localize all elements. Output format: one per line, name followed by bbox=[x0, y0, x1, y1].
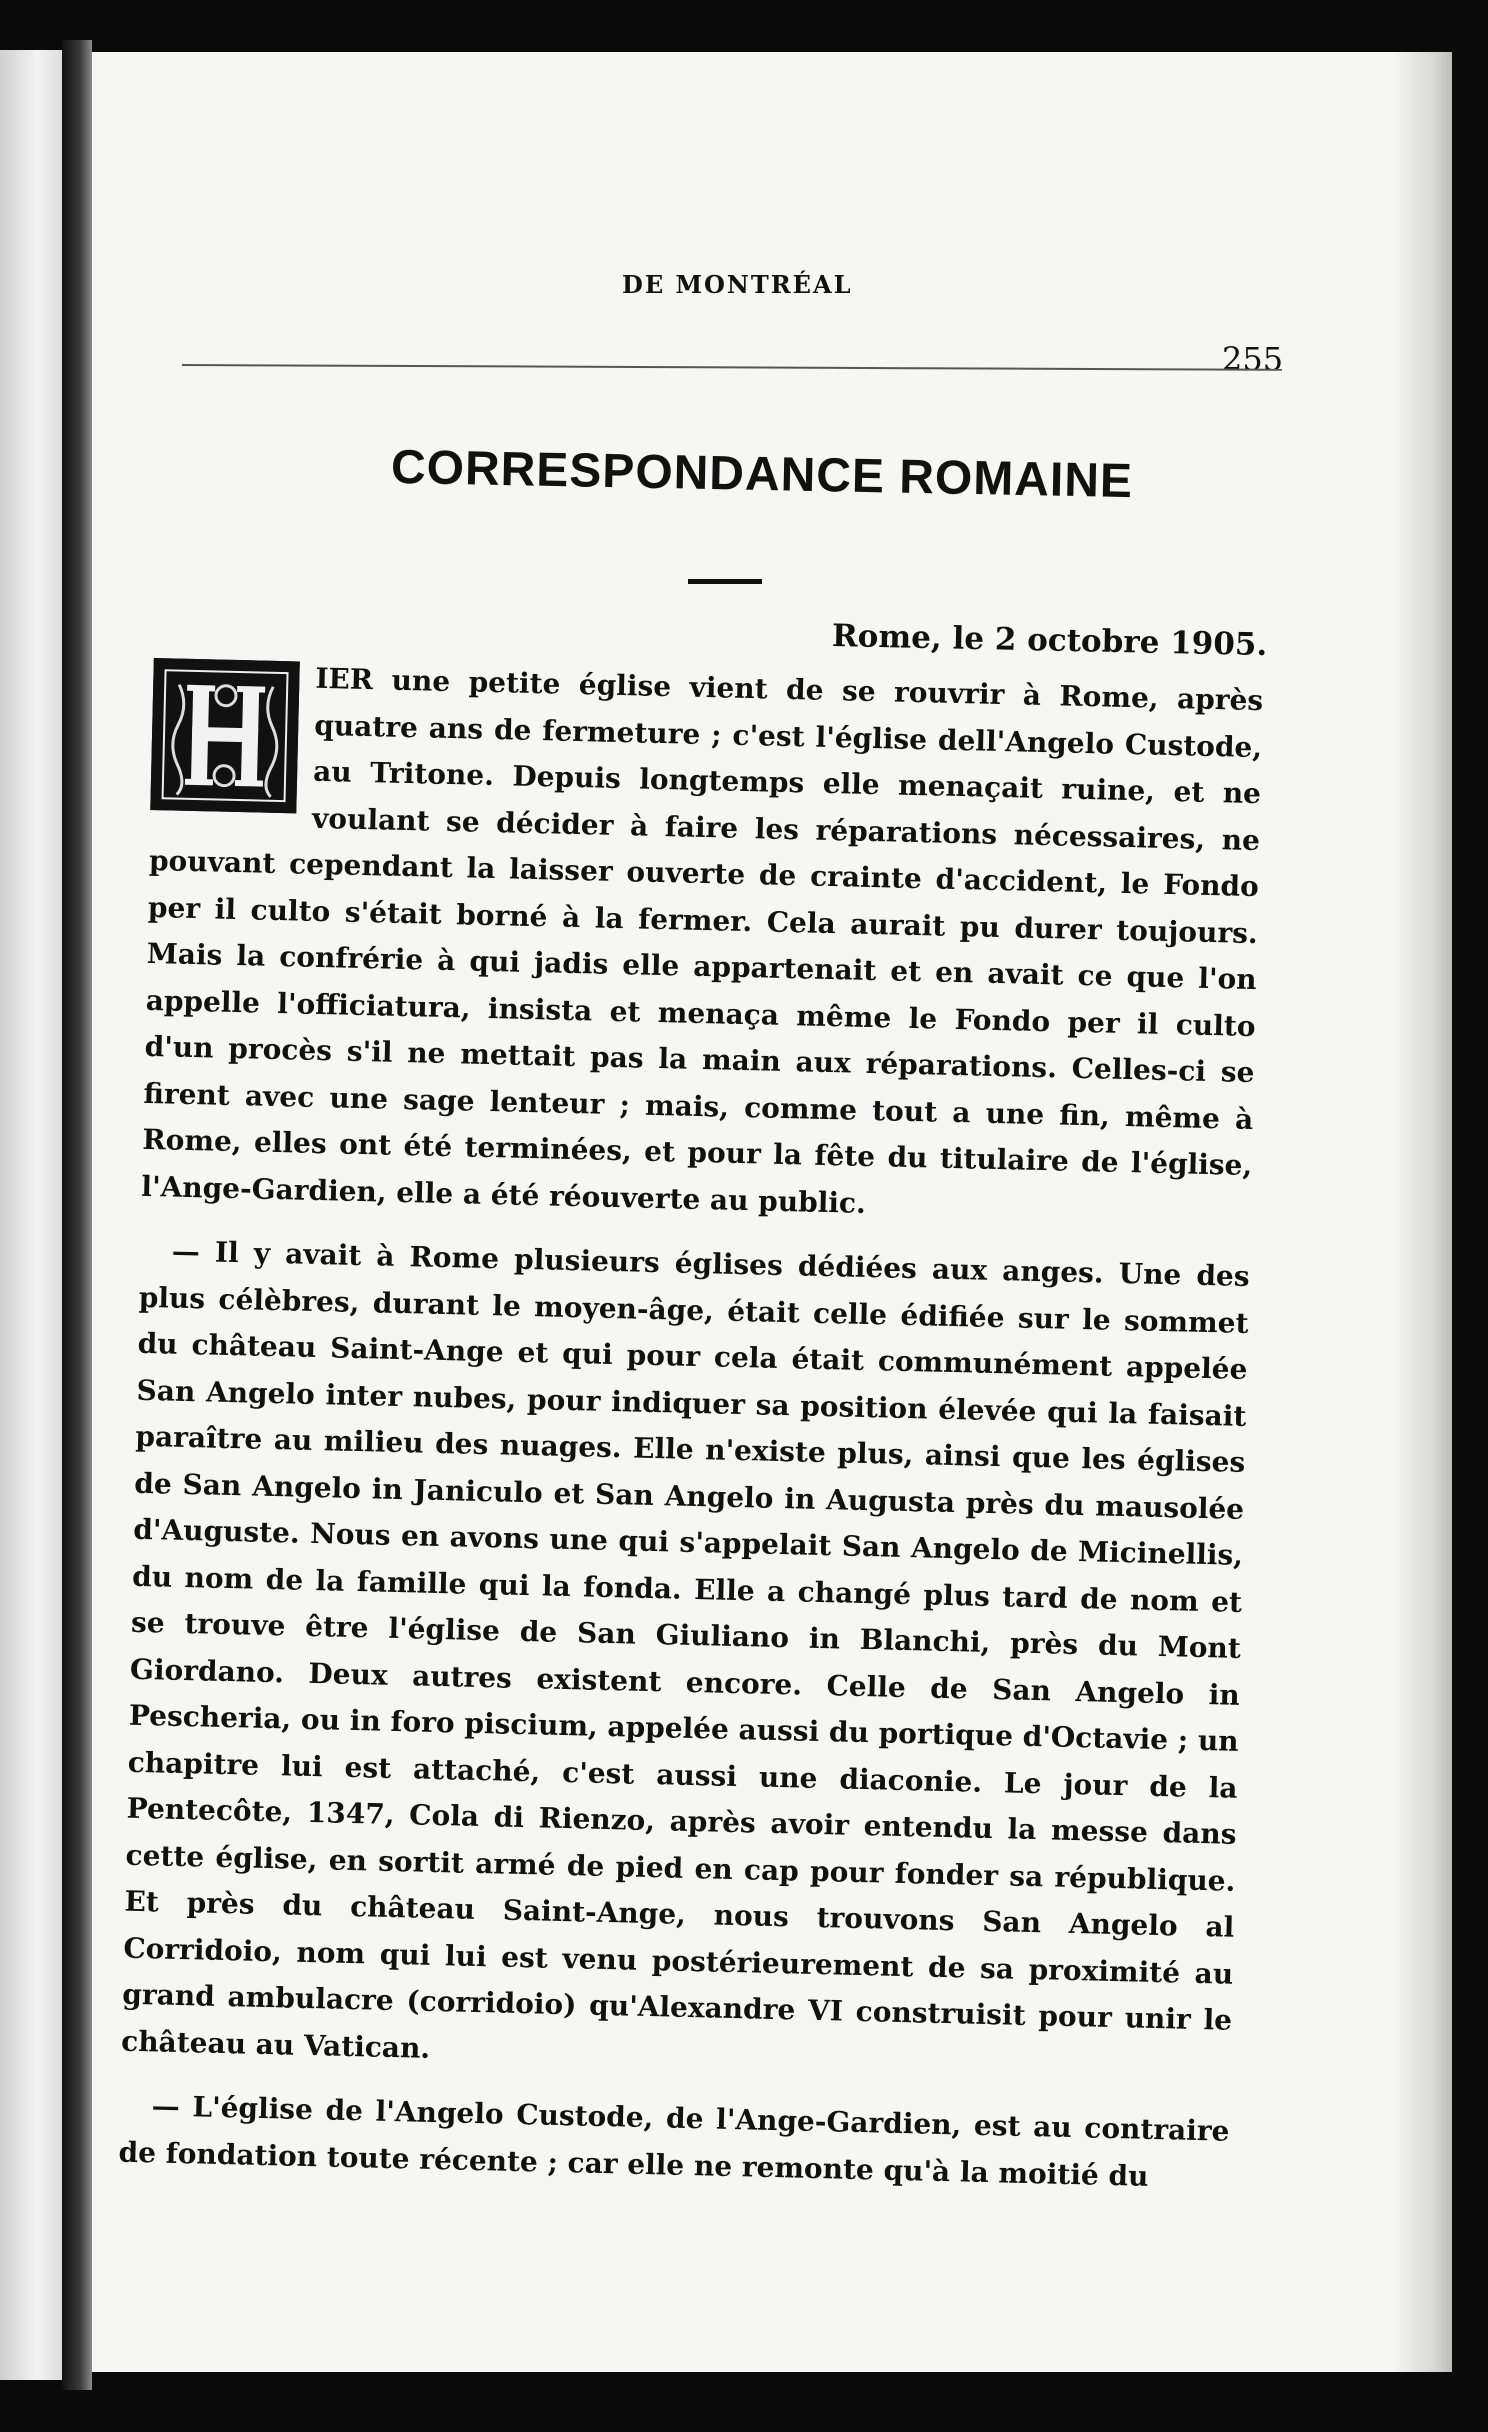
page bbox=[92, 52, 1452, 2372]
article-title: CORRESPONDANCE ROMAINE bbox=[390, 440, 1134, 509]
ornamental-dropcap-h-icon bbox=[150, 658, 300, 813]
header-rule bbox=[182, 364, 1282, 371]
page-edge-shadow bbox=[1392, 52, 1452, 2372]
paragraph-3: — L'église de l'Angelo Custode, de l'Ange-Gardien, est au contraire de fondation toute récente ; car elle ne remonte qu'à la moitié du bbox=[118, 2089, 1230, 2193]
dateline: Rome, le 2 octobre 1905. bbox=[831, 618, 1268, 664]
dropcap-h-svg bbox=[156, 664, 293, 807]
running-head: DE MONTRÉAL bbox=[622, 270, 853, 299]
paragraph-1: IER une petite église vient de se rouvrir à Rome, après quatre ans de fermeture ; c'est l'église dell'Angelo Custode, au Tritone. Depuis longtemps elle menaçait ruine, et ne voulant se décider à faire les réparations nécessaires, ne pouvant cependant la laisser ouverte de crainte d'accident, le Fondo per il culto s'était borné à la fermer. Cela aurait pu durer toujours. Mais la confrérie à qui jadis elle appartenait et en avait ce que l'on appelle l'officiatura, insista et menaça même le Fondo per il culto d'un procès s'il ne mettait pas la main aux réparations. Celles-ci se firent avec une sage lenteur ; mais, comme tout a une fin, même à Rome, elles ont été terminées, et pour la fête du titulaire de l'église, l'Ange-Gardien, elle a été réouverte au public. bbox=[141, 661, 1264, 1220]
article-body bbox=[118, 652, 1264, 2220]
paragraph-2: — Il y avait à Rome plusieurs églises dédiées aux anges. Une des plus célèbres, durant le moyen-âge, était celle édifiée sur le sommet du château Saint-Ange et qui pour cela était communément appelée San Angelo inter nubes, pour indiquer sa position élevée qui la faisait paraître au milieu des nuages. Elle n'existe plus, ainsi que les églises de San Angelo in Janiculo et San Angelo in Augusta près du mausolée d'Auguste. Nous en avons une qui s'appelait San Angelo de Micinellis, du nom de la famille qui la fonda. Elle a changé plus tard de nom et se trouve être l'église de San Giuliano in Blanchi, près du Mont Giordano. Deux autres existent encore. Celle de San Angelo in Pescheria, ou in foro piscium, appelée aussi du portique d'Octavie ; un chapitre lui est attaché, c'est aussi une diaconie. Le jour de la Pentecôte, 1347, Cola di Rienzo, après avoir entendu la messe dans cette église, en sortit armé de pied en cap pour fonder sa république. Et près du château Saint-Ange, nous trouvons San Angelo al Corridoio, nom qui lui est venu postérieurement de sa proximité au grand ambulacre (corridoio) qu'Alexandre VI construisit pour unir le château au Vatican. bbox=[120, 1234, 1250, 2065]
book-gutter bbox=[62, 40, 92, 2390]
page-number: 255 bbox=[1222, 340, 1284, 378]
facing-page-edge bbox=[0, 50, 62, 2380]
title-rule bbox=[688, 579, 762, 584]
